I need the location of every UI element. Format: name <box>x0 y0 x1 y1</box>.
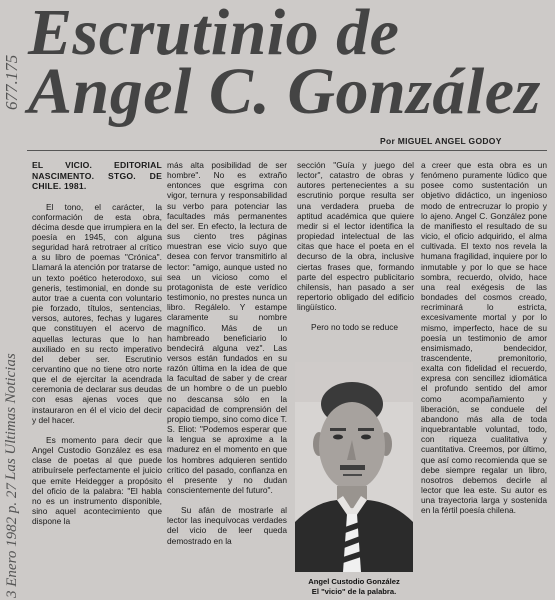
author-portrait-photo <box>295 362 413 572</box>
article-paragraph: sección "Guía y juego del lector", catastro de obras y autores pertenecientes a su escrutinio porque resulta ser una verdadera prueba de aptitud académica que quiere medir si el lector identifica la propiedad intelectual de las citas que hace el poeta en el decurso de la obra, inclusive ciertas frases que, formando parte del espectro publicitario chilensis, han pasado a ser repertorio obligado del edificio lingüístico. <box>297 160 414 313</box>
article-paragraph: Es momento para decir que Angel Custodio González es esa clase de poetas al que puede atribuírsele perfectamente el juicio que emite Heidegger a propósito del oficio de la palabra: "El habla no es un instrumento disponible, sino aquel acontecimiento que dispone la <box>32 434 162 527</box>
portrait-image <box>295 362 413 572</box>
photo-caption <box>292 577 416 596</box>
article-paragraph: Pero no todo se reduce <box>311 322 399 333</box>
article-paragraph: más alta posibilidad de ser hombre". No es extraño entonces que esgrima con vigor, ternura y responsabilidad su verbo para potenciar las facultades más permanentes del ser. En efecto, la lectura de sus ciento tres páginas muestran ese vicio suyo que desea con fervor transmitirlo al lector: "amigo, aunque usted no sea un vicioso como el protagonista de este verídico testimonio, no prestes nunca un libro. Regálelo. Y estampe claramente su nombre magnífico. Más de un hambreado beneficiario lo bendecirá alguna vez". Las versos están fundados en su razón última en la idea de que la facultad de saber y de crear de un hombre o de un pueblo no descansa sólo en la capacidad de comprensión del propio tiempo, sino como dice T. S. Eliot: "Podemos esperar que la lengua se aproxime a la madurez en el momento en que los hombres adquieren sentido crítico del pasado, confianza en el presente y no dudan conscientemente del futuro". <box>167 160 287 495</box>
article-paragraph: El tono, el carácter, la conformación de esta obra, décima desde que irrumpiera en la poesía en 1945, con alguna seguridad hará retrotraer al crítico a su libro de poemas "Crónica". Llamará la atención por tratarse de un texto poético heterodoxo, sui generis, testimonial, en donde su autor trae a cuenta con voluntario pie forzado, títulos, sentencias, versos, autores, fechas y lugares que constituyen el acervo de aquellas lecturas que lo han auxiliado en su recto imperativo del deber ser. Escrutinio cervantino que no tiene otro norte que el de ejercitar la acendrada ceremonia de declarar sus deudas con esas ajenas voces que instauraron en él el vicio del decir y del hacer. <box>32 201 162 425</box>
article-column-3 <box>297 160 414 333</box>
handwritten-source-note: Las Ultimas Noticias <box>3 353 19 480</box>
divider-rule <box>27 150 547 151</box>
byline: Por MIGUEL ANGEL GODOY <box>380 136 502 146</box>
article-paragraph: a creer que esta obra es un fenómeno puramente lúdico que posee como sustentación un objetivo didáctico, un ingenioso modo de entrecruzar lo propio y lo ajeno. Angel C. González pone de manifiesto el resultado de su vicio, el oficio adquirido, el alma cultivada. El texto nos revela la humana fragilidad, inquiere por lo inmutable y por lo que se hace sombra, recuerdo, olvido, hace una real exégesis de las bondades del cosmos creado, recriminará lo estricta, excesivamente mortal y por lo mismo, imperfecto, hace de su poesía un testimonio de amor ensimismado, bendecidor, trascendente, premonitorio, exalta con fidelidad el recuerdo, expresa con sencillez idiomática el profundo sentido del amor como acompañamiento y liberación, se conduele del abandono más alla de toda inquebrantable voluntad, todo, con riqueza cualitativa y cuantitativa. Creemos, por último, que así como recomienda que se debe siempre regalar un libro, nosotros debemos decirle al lector que lea este. Su autor es una trayectoria larga y sostenida en la fértil poesía chilena. <box>421 160 547 516</box>
handwritten-date-note: 3 Enero 1982 p. 27 <box>4 483 20 598</box>
caption-line-1: Angel Custodio González <box>308 577 400 586</box>
article-column-4 <box>421 160 547 515</box>
article-subhead: EL VICIO. EDITORIAL NASCIMENTO. STGO. DE CHILE. 1981. <box>32 160 162 191</box>
headline-line-2: Angel C. González <box>28 55 541 128</box>
article-column-1 <box>32 160 162 526</box>
handwritten-catalog-number: 677.175 <box>2 54 21 110</box>
headline-line-1: Escrutinio de <box>28 0 400 69</box>
article-column-2 <box>167 160 287 546</box>
caption-line-2: El "vicio" de la palabra. <box>311 586 397 596</box>
article-paragraph: Su afán de mostrarle al lector las inequívocas verdades del vicio de leer queda demostrado en la <box>167 505 287 546</box>
